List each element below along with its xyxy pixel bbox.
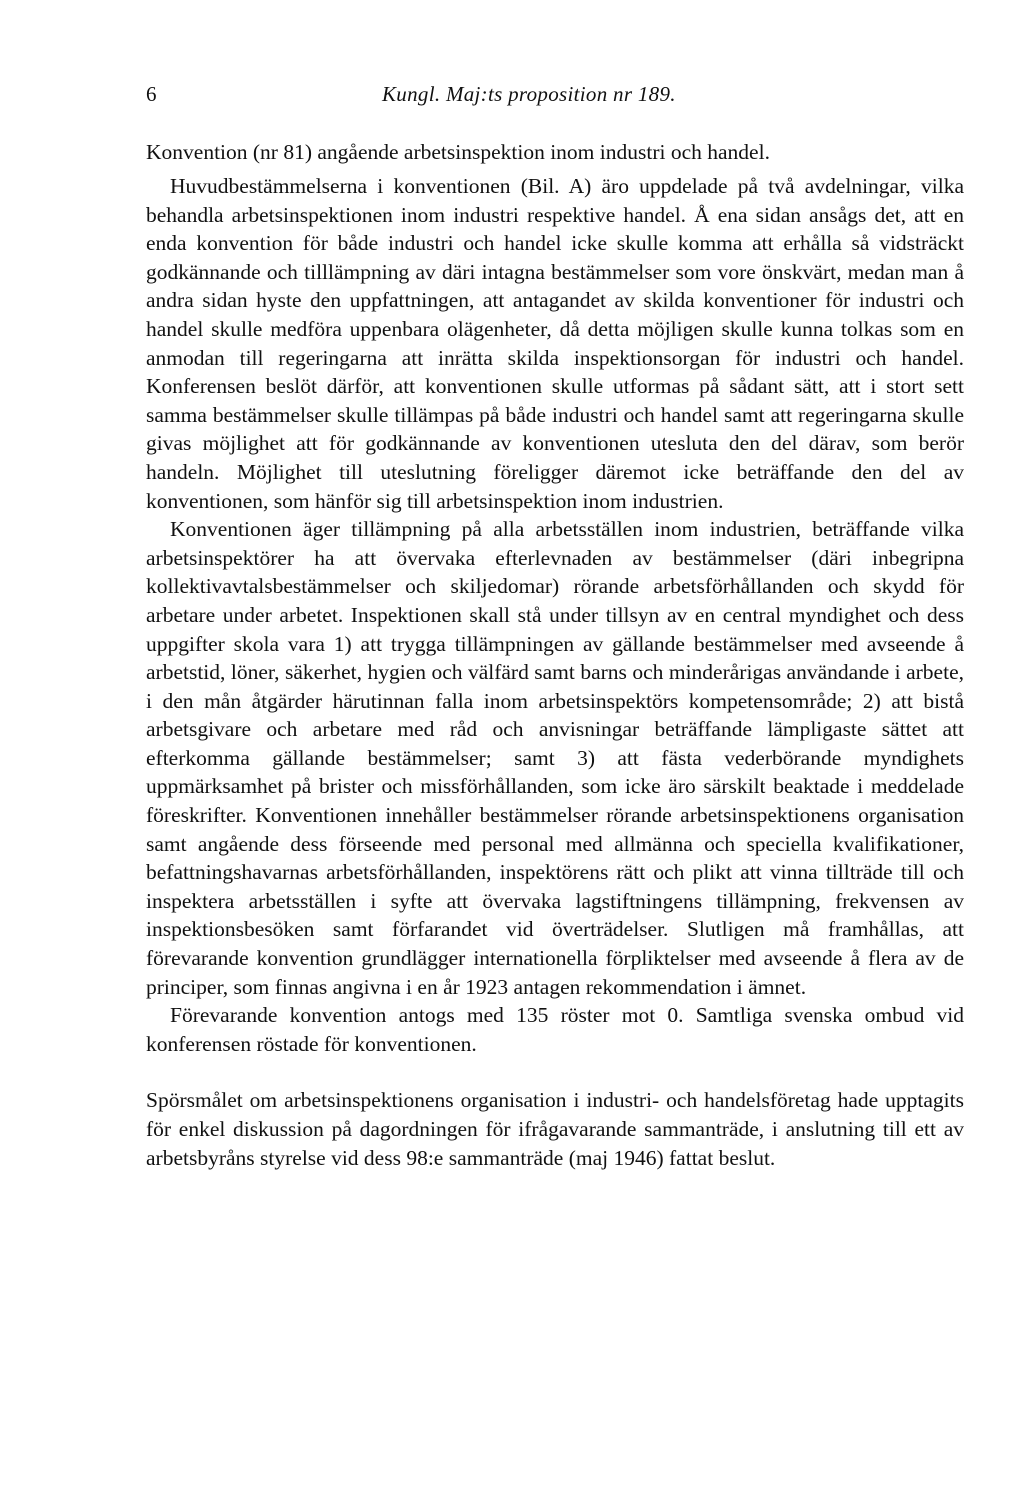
page-number: 6 [146, 82, 157, 106]
closing-paragraph: Spörsmålet om arbetsinspektionens organisation i industri- och handelsföretag hade upptagits för enkel diskussion på dagordningen för ifrågavarande sammanträde, i anslutning till ett av arbetsbyråns styrelse vid dess 98:e sammanträde (maj 1946) fattat beslut. [146, 1088, 964, 1170]
body-text [146, 172, 964, 1172]
page-header [146, 82, 964, 116]
paragraph-spacer [146, 1058, 964, 1086]
section-heading: Konvention (nr 81) angående arbetsinspektion inom industri och handel. [146, 140, 770, 164]
paragraph: Huvudbestämmelserna i konventionen (Bil. A) äro uppdelade på två avdelningar, vilka behandla arbetsinspektionen inom industri respektive handel. Å ena sidan ansågs det, att en enda konvention för både industri och handel icke skulle komma att erhålla så vidsträckt godkännande och tilllämpning av däri intagna bestämmelser som vore önskvärt, medan man å andra sidan hyste den uppfattningen, att antagandet av skilda konventioner för industri och handel skulle medföra uppenbara olägenheter, då detta möjligen skulle kunna tolkas som en anmodan till regeringarna att inrätta skilda inspektionsorgan för industri och handel. Konferensen beslöt därför, att konventionen skulle utformas på sådant sätt, att i stort sett samma bestämmelser skulle tillämpas på både industri och handel samt att regeringarna skulle givas möjlighet att för godkännande av konventionen utesluta den del därav, som berör handeln. Möjlighet till uteslutning föreligger däremot icke beträffande den del av konventionen, som hänför sig till arbetsinspektion inom industrien. [146, 174, 964, 513]
paragraph: Förevarande konvention antogs med 135 röster mot 0. Samtliga svenska ombud vid konferensen röstade för konventionen. [146, 1003, 964, 1056]
document-page [146, 82, 964, 1172]
running-title: Kungl. Maj:ts proposition nr 189. [382, 82, 676, 106]
paragraph: Konventionen äger tillämpning på alla arbetsställen inom industrien, beträffande vilka arbetsinspektörer ha att övervaka efterlevnaden av bestämmelser (däri inbegripna kollektivavtalsbestämmelser och skiljedomar) rörande arbetsförhållanden och skydd för arbetare under arbetet. Inspektionen skall stå under tillsyn av en central myndighet och dess uppgifter skola vara 1) att trygga tillämpningen av gällande bestämmelser med avseende å arbetstid, löner, säkerhet, hygien och välfärd samt barns och minderårigas användande i arbete, i den mån åtgärder härutinnan falla inom arbetsinspektörs kompetensområde; 2) att bistå arbetsgivare och arbetare med råd och anvisningar beträffande lämpligaste sättet att efterkomma gällande bestämmelser; samt 3) att fästa vederbörande myndighets uppmärksamhet på brister och missförhållanden, som icke äro särskilt beaktade i meddelade föreskrifter. Konventionen innehåller bestämmelser rörande arbetsinspektionens organisation samt angående dess förseende med personal med allmänna och speciella kvalifikationer, befattningshavarnas arbetsförhållanden, inspektörens rätt och plikt att vinna tillträde till och inspektera arbetsställen i syfte att övervaka lagstiftningens tillämpning, frekvensen av inspektionsbesöken samt förfarandet vid överträdelser. Slutligen må framhållas, att förevarande konvention grundlägger internationella förpliktelser med avseende å flera av de principer, som finnas angivna i en år 1923 antagen rekommendation i ämnet. [146, 517, 964, 999]
